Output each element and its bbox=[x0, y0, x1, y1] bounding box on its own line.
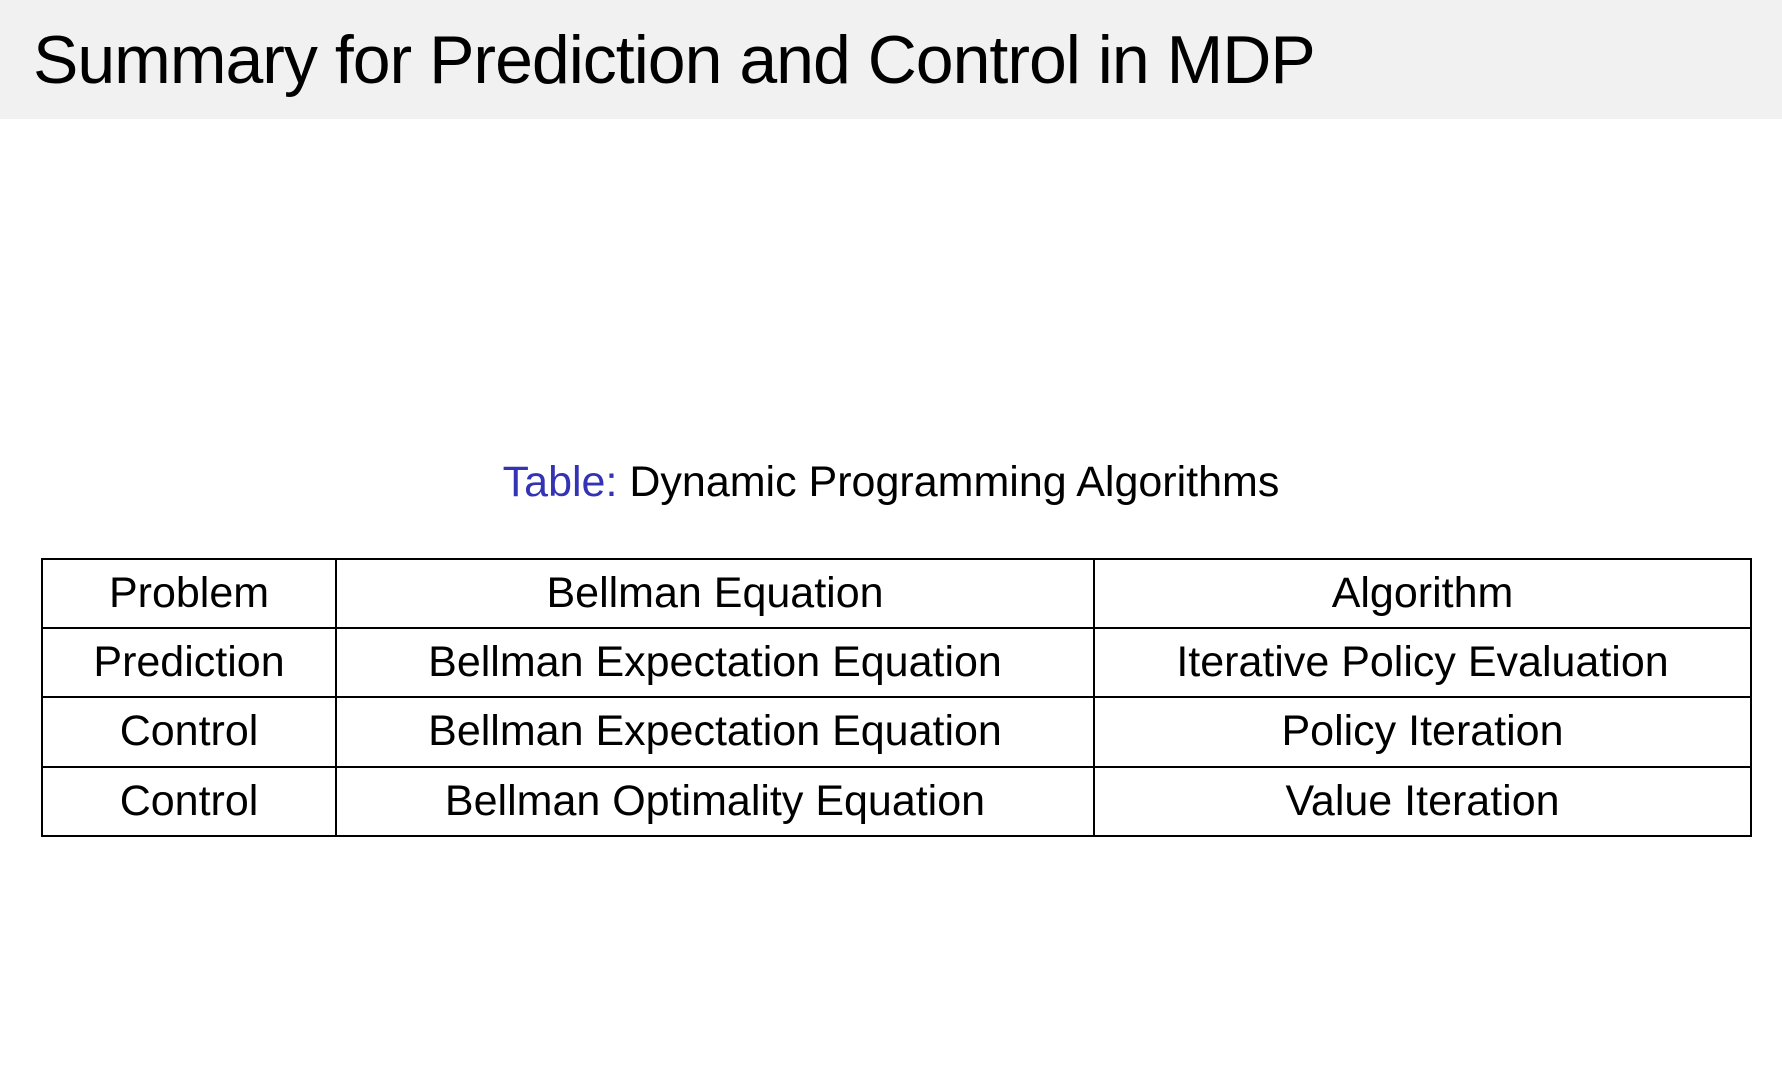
table-cell-bellman-equation: Bellman Expectation Equation bbox=[336, 697, 1094, 766]
table-header-algorithm: Algorithm bbox=[1094, 559, 1751, 628]
slide-title: Summary for Prediction and Control in MDP bbox=[33, 21, 1315, 98]
table-row-prediction bbox=[42, 628, 1751, 697]
slide-title-band bbox=[0, 0, 1782, 119]
table-caption bbox=[0, 458, 1782, 507]
table-cell-bellman-equation: Bellman Expectation Equation bbox=[336, 628, 1094, 697]
table-header-problem: Problem bbox=[42, 559, 336, 628]
table-cell-problem: Control bbox=[42, 767, 336, 836]
table-cell-problem: Prediction bbox=[42, 628, 336, 697]
table-cell-algorithm: Iterative Policy Evaluation bbox=[1094, 628, 1751, 697]
table-cell-problem: Control bbox=[42, 697, 336, 766]
table-row-control-policy-iteration bbox=[42, 697, 1751, 766]
table-cell-bellman-equation: Bellman Optimality Equation bbox=[336, 767, 1094, 836]
table-caption-prefix: Table: bbox=[502, 458, 618, 506]
table-cell-algorithm: Policy Iteration bbox=[1094, 697, 1751, 766]
table-header-row bbox=[42, 559, 1751, 628]
table-cell-algorithm: Value Iteration bbox=[1094, 767, 1751, 836]
table-caption-text: Dynamic Programming Algorithms bbox=[629, 458, 1280, 506]
table-row-control-value-iteration bbox=[42, 767, 1751, 836]
table-header-bellman-equation: Bellman Equation bbox=[336, 559, 1094, 628]
dp-algorithms-table bbox=[41, 558, 1752, 837]
